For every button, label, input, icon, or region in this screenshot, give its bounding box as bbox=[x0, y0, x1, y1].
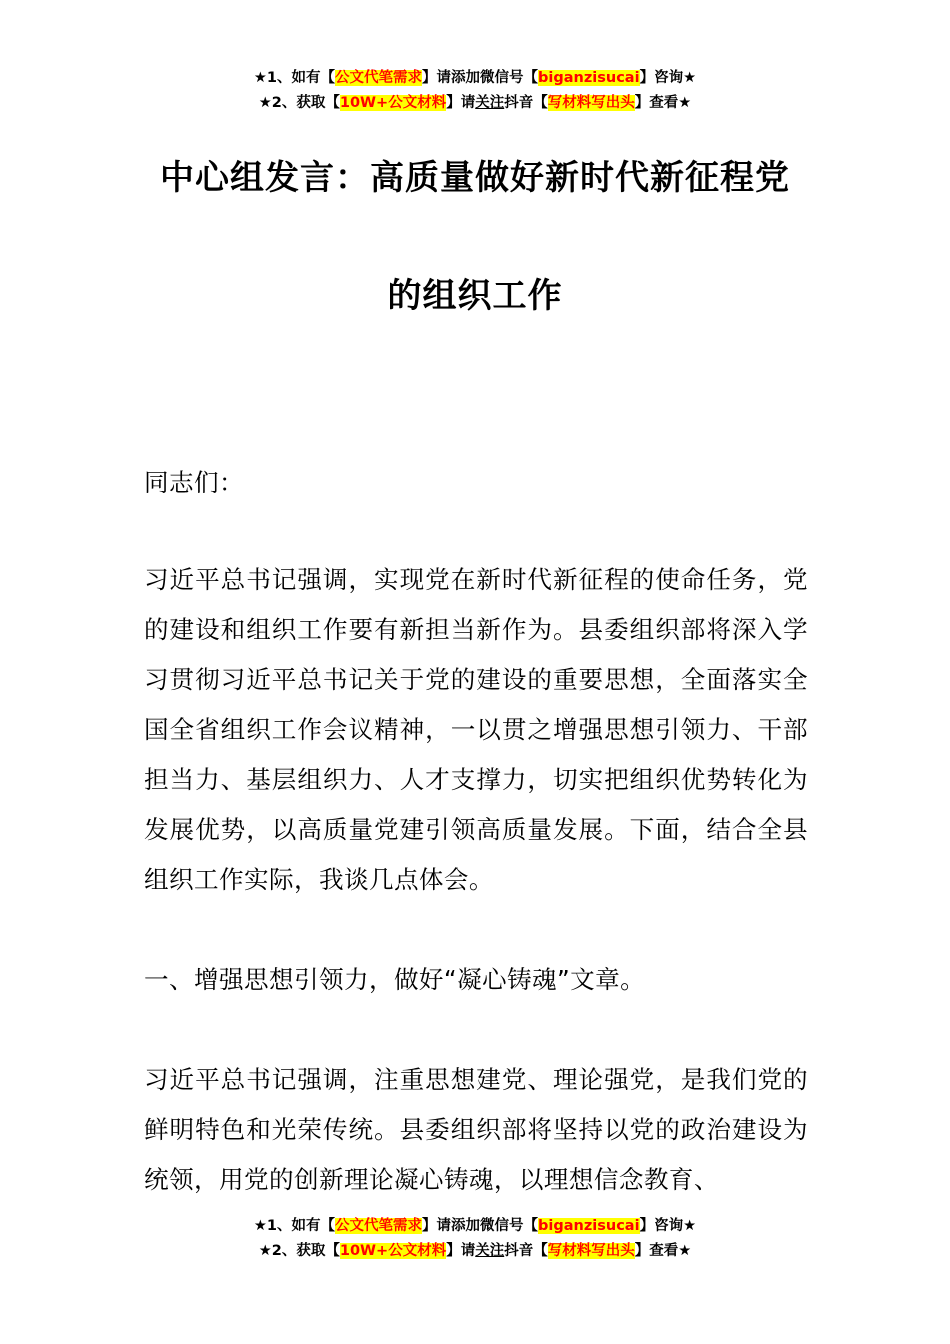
document-title-line-1: 中心组发言：高质量做好新时代新征程党 bbox=[160, 158, 790, 198]
douyin-account: 写材料写出头 bbox=[547, 1243, 635, 1259]
footer-banner bbox=[0, 1214, 950, 1264]
banner-line-1: ★1、如有【公文代笔需求】请添加微信号【biganzisucai】咨询★ bbox=[253, 1218, 697, 1234]
wechat-id: biganzisucai bbox=[538, 1218, 640, 1234]
douyin-account: 写材料写出头 bbox=[547, 95, 635, 111]
banner-highlight: 10W+公文材料 bbox=[339, 1243, 447, 1259]
section-heading-1: 一、增强思想引领力，做好“凝心铸魂”文章。 bbox=[144, 965, 646, 994]
banner-line-2: ★2、获取【10W+公文材料】请关注抖音【写材料写出头】查看★ bbox=[258, 1243, 692, 1259]
paragraph-section-1: 习近平总书记强调，注重思想建党、理论强党，是我们党的鲜明特色和光荣传统。县委组织部将坚持以党的政治建设为统领，用党的创新理论凝心铸魂，以理想信念教育、 bbox=[144, 1065, 808, 1194]
banner-highlight: 公文代笔需求 bbox=[335, 70, 423, 86]
wechat-id: biganzisucai bbox=[538, 70, 640, 86]
banner-line-2: ★2、获取【10W+公文材料】请关注抖音【写材料写出头】查看★ bbox=[258, 95, 692, 111]
paragraph-intro: 习近平总书记强调，实现党在新时代新征程的使命任务，党的建设和组织工作要有新担当新作为。县委组织部将深入学习贯彻习近平总书记关于党的建设的重要思想，全面落实全国全省组织工作会议精神，一以贯之增强思想引领力、干部担当力、基层组织力、人才支撑力，切实把组织优势转化为发展优势，以高质量党建引领高质量发展。下面，结合全县组织工作实际，我谈几点体会。 bbox=[144, 565, 808, 894]
document-title-line-2: 的组织工作 bbox=[387, 276, 563, 316]
banner-line-1: ★1、如有【公文代笔需求】请添加微信号【biganzisucai】咨询★ bbox=[253, 70, 697, 86]
greeting: 同志们： bbox=[144, 468, 244, 497]
banner-highlight: 公文代笔需求 bbox=[335, 1218, 423, 1234]
banner-highlight: 10W+公文材料 bbox=[339, 95, 447, 111]
header-banner bbox=[0, 66, 950, 116]
